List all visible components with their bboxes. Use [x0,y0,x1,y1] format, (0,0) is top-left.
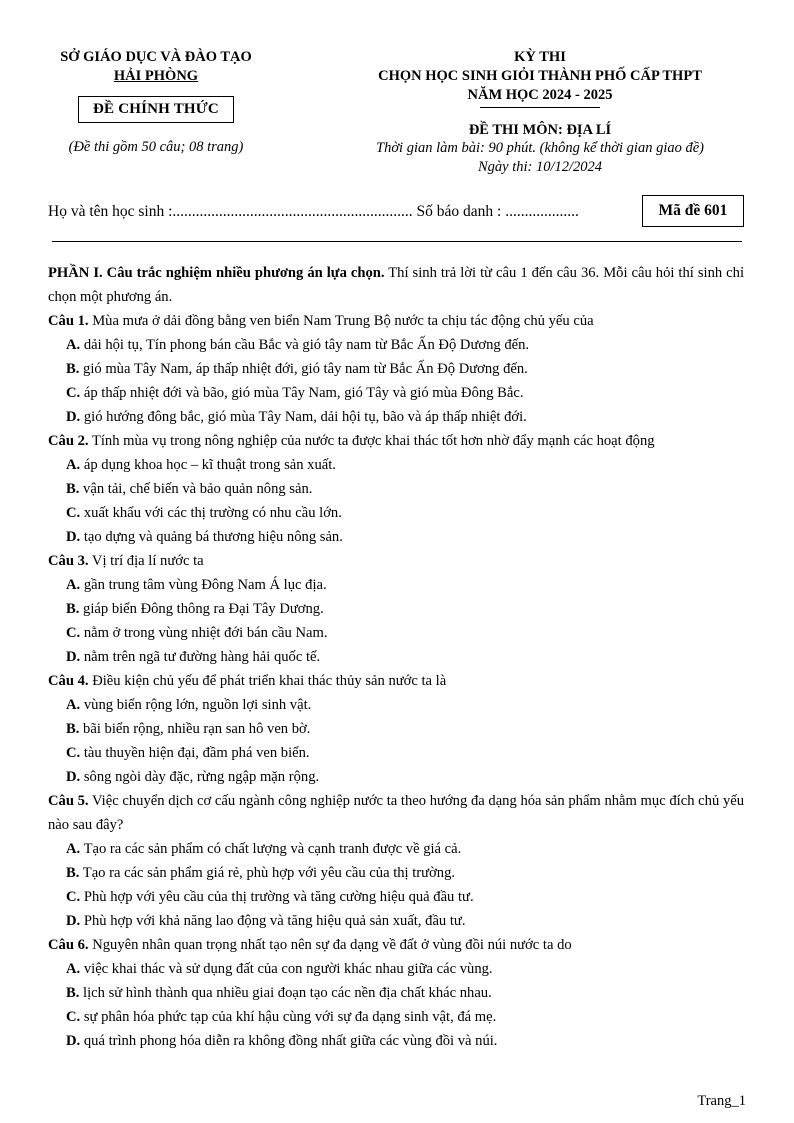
question-number: Câu 4. [48,673,89,689]
option-d: D. quá trình phong hóa diễn ra không đồng nhất giữa các vùng đồi và núi. [66,1033,498,1049]
question-text: Vị trí địa lí nước ta [88,553,204,569]
option-d: D. gió hướng đông bắc, gió mùa Tây Nam, dải hội tụ, bão và áp thấp nhiệt đới. [66,409,527,425]
exam-code: Mã đề 601 [642,195,744,227]
exam-subtitle: CHỌN HỌC SINH GIỎI THÀNH PHỐ CẤP THPT [378,68,702,84]
exam-note: (Đề thi gồm 50 câu; 08 trang) [68,139,244,155]
question-text: Nguyên nhân quan trọng nhất tạo nên sự đa dạng về đất ở vùng đồi núi nước ta do [88,937,572,953]
option-c: C. xuất khẩu với các thị trường có nhu cầu lớn. [66,505,342,521]
option-b: B. gió mùa Tây Nam, áp thấp nhiệt đới, gió tây nam từ Bắc Ấn Độ Dương đến. [66,361,528,377]
question-text: Việc chuyển dịch cơ cấu ngành công nghiệp nước ta theo hướng đa dạng hóa sản phẩm nhằm mục đích chủ yếu nào sau đây? [48,793,745,833]
exam-date: Ngày thi: 10/12/2024 [477,159,603,175]
question-number: Câu 6. [48,937,89,953]
exam-time: Thời gian làm bài: 90 phút. (không kể thời gian giao đề) [376,140,704,156]
option-c: C. Phù hợp với yêu cầu của thị trường và tăng cường hiệu quả đầu tư. [66,889,474,905]
question-4 [48,669,744,789]
exam-subject: ĐỀ THI MÔN: ĐỊA LÍ [468,122,612,138]
option-a: A. áp dụng khoa học – kĩ thuật trong sản xuất. [66,457,336,473]
student-id-field: Số báo danh : ................... [416,203,579,220]
option-b: B. Tạo ra các sản phẩm giá rẻ, phù hợp với yêu cầu của thị trường. [66,865,456,881]
part-title: PHẦN I. Câu trắc nghiệm nhiều phương án lựa chọn. [48,265,385,281]
exam-title: KỲ THI [514,49,566,65]
option-d: D. Phù hợp với khả năng lao động và tăng hiệu quả sản xuất, đầu tư. [66,913,466,929]
question-text: Tính mùa vụ trong nông nghiệp của nước ta được khai thác tốt hơn nhờ đẩy mạnh các hoạt động [88,433,655,449]
question-text: Mùa mưa ở dải đồng bằng ven biển Nam Trung Bộ nước ta chịu tác động chủ yếu của [88,313,594,329]
option-d: D. nằm trên ngã tư đường hàng hải quốc tế. [66,649,321,665]
header-left [40,48,272,156]
option-a: A. gần trung tâm vùng Đông Nam Á lục địa. [66,577,327,593]
option-c: C. áp thấp nhiệt đới và bão, gió mùa Tây Nam, gió Tây và gió mùa Đông Bắc. [66,385,524,401]
option-d: D. sông ngòi dày đặc, rừng ngập mặn rộng. [66,769,320,785]
option-b: B. vận tải, chế biến và bảo quản nông sản. [66,481,313,497]
question-text: Điều kiện chủ yếu để phát triển khai thác thủy sản nước ta là [88,673,447,689]
question-number: Câu 1. [48,313,89,329]
option-c: C. tàu thuyền hiện đại, đầm phá ven biển. [66,745,310,761]
question-6 [48,933,744,1053]
city-name: HẢI PHÒNG [113,68,199,84]
school-year: NĂM HỌC 2024 - 2025 [467,87,613,103]
question-number: Câu 5. [48,793,89,809]
question-1 [48,309,744,429]
question-number: Câu 3. [48,553,89,569]
option-b: B. lịch sử hình thành qua nhiều giai đoạn tạo các nền địa chất khác nhau. [66,985,492,1001]
department-name: SỞ GIÁO DỤC VÀ ĐÀO TẠO [60,49,252,65]
question-5 [48,789,744,933]
header-separator [52,241,742,242]
option-d: D. tạo dựng và quảng bá thương hiệu nông sản. [66,529,343,545]
option-b: B. bãi biển rộng, nhiều rạn san hô ven bờ. [66,721,311,737]
option-c: C. sự phân hóa phức tạp của khí hậu cùng với sự đa dạng sinh vật, đá mẹ. [66,1009,497,1025]
exam-content [48,261,744,1053]
title-divider [480,107,600,108]
option-a: A. dải hội tụ, Tín phong bán cầu Bắc và gió tây nam từ Bắc Ấn Độ Dương đến. [66,337,530,353]
student-name-field: Họ và tên học sinh :.............................................................. [48,203,413,220]
official-label: ĐỀ CHÍNH THỨC [78,96,234,123]
question-3 [48,549,744,669]
page-number: Trang_1 [697,1093,746,1109]
part-instruction: Thí sinh trả lời từ câu 1 đến câu 36. Mỗi câu hỏi thí sinh chỉ chọn một phương án. [48,265,744,305]
question-number: Câu 2. [48,433,89,449]
option-b: B. giáp biển Đông thông ra Đại Tây Dương. [66,601,324,617]
part-heading [48,261,744,309]
student-info-line [48,203,579,221]
question-2 [48,429,744,549]
option-a: A. việc khai thác và sử dụng đất của con người khác nhau giữa các vùng. [66,961,493,977]
option-a: A. Tạo ra các sản phẩm có chất lượng và cạnh tranh được về giá cả. [66,841,462,857]
option-a: A. vùng biển rộng lớn, nguồn lợi sinh vật. [66,697,312,713]
header-right [330,48,750,177]
option-c: C. nằm ở trong vùng nhiệt đới bán cầu Nam. [66,625,328,641]
